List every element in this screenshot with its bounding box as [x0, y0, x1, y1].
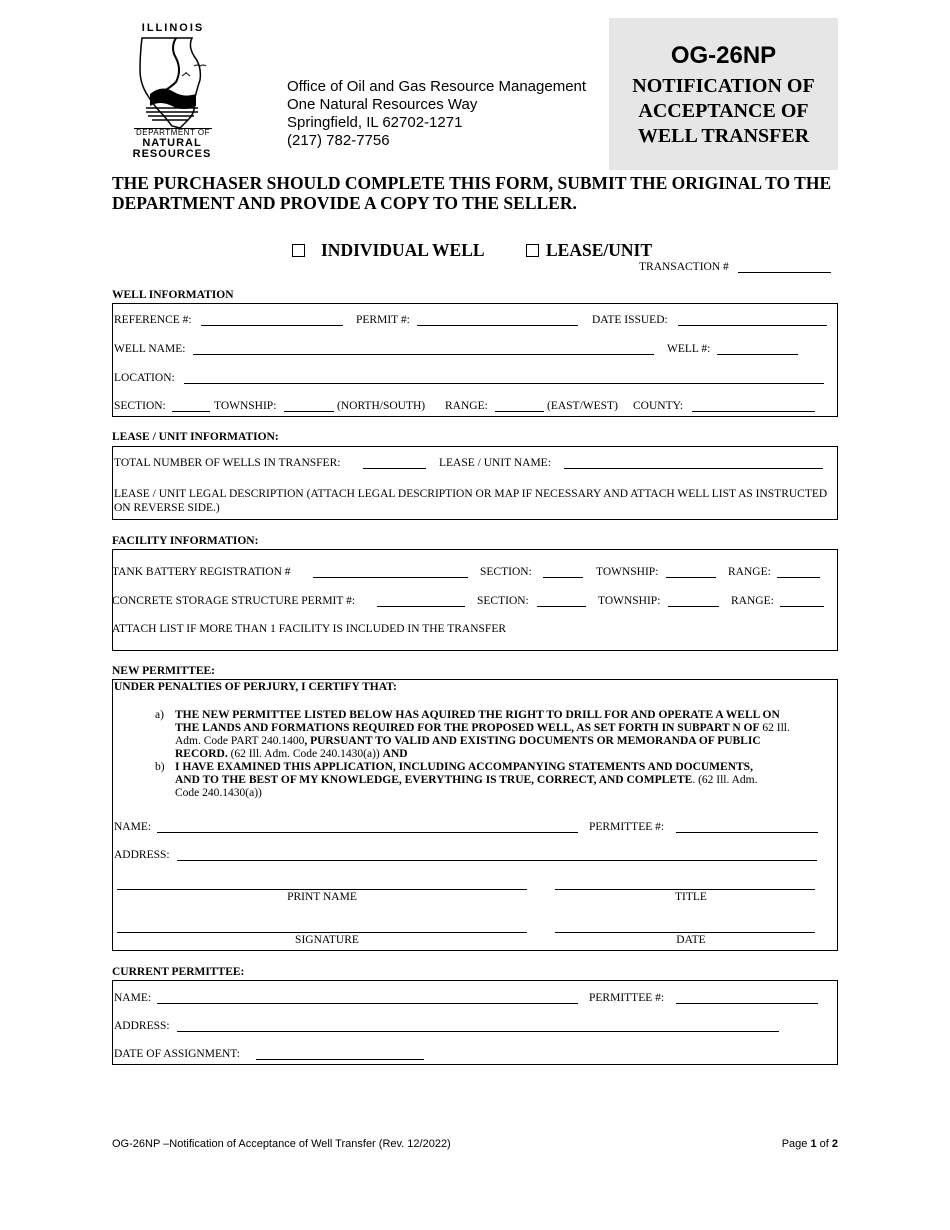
footer-form-id: OG-26NP –Notification of Acceptance of Well Transfer (Rev. 12/2022): [112, 1138, 451, 1150]
current-address-field[interactable]: [177, 1031, 779, 1032]
section-field[interactable]: [172, 411, 210, 412]
current-name-label: NAME:: [114, 992, 152, 1004]
page-prefix: Page: [781, 1138, 811, 1150]
lease-name-field[interactable]: [564, 468, 823, 469]
transaction-label: TRANSACTION #: [639, 261, 729, 273]
location-field[interactable]: [184, 383, 824, 384]
well-info-heading: WELL INFORMATION: [112, 289, 234, 301]
concrete-township-label: TOWNSHIP:: [598, 595, 661, 607]
title-line: ACCEPTANCE OF: [638, 100, 809, 122]
lease-info-heading: LEASE / UNIT INFORMATION:: [112, 431, 279, 443]
form-number: OG-26NP: [670, 42, 777, 69]
township-label: TOWNSHIP:: [214, 400, 277, 412]
tank-township-field[interactable]: [666, 577, 716, 578]
range-field[interactable]: [495, 411, 544, 412]
tank-battery-field[interactable]: [313, 577, 468, 578]
item-a-marker: a): [155, 709, 164, 721]
section-label: SECTION:: [114, 400, 166, 412]
office-line: Springfield, IL 62702-1271: [287, 114, 463, 131]
item-b-citation: . (62 Ill. Adm. Code 240.1430(a)): [175, 774, 758, 799]
well-number-label: WELL #:: [667, 343, 711, 355]
print-name-label: PRINT NAME: [287, 891, 357, 903]
title-line: NOTIFICATION OF: [632, 75, 815, 97]
page-number: [700, 1138, 838, 1150]
form-title: [609, 74, 838, 149]
item-a-citation-2: (62 Ill. Adm. Code 240.1430(a)): [227, 748, 383, 760]
logo-bottom-text: NATURAL RESOURCES: [132, 137, 212, 160]
new-address-field[interactable]: [177, 860, 817, 861]
tank-range-field[interactable]: [777, 577, 820, 578]
item-a-citation: 62 Ill. Adm. Code PART 240.1400: [175, 722, 790, 747]
tank-battery-label: TANK BATTERY REGISTRATION #: [112, 566, 291, 578]
reference-field[interactable]: [201, 325, 343, 326]
illinois-state-icon: [136, 36, 208, 130]
permit-field[interactable]: [417, 325, 578, 326]
well-number-field[interactable]: [717, 354, 798, 355]
item-a-text-2: , PURSUANT TO VALID AND EXISTING DOCUMENTS OR MEMORANDA OF PUBLIC RECORD.: [175, 735, 761, 760]
office-line: (217) 782-7756: [287, 132, 390, 149]
township-field[interactable]: [284, 411, 334, 412]
lease-legal-description: LEASE / UNIT LEGAL DESCRIPTION (ATTACH LEGAL DESCRIPTION OR MAP IF NECESSARY AND ATTACH WELL LIST AS INSTRUCTED ON REVERSE SIDE.): [114, 488, 828, 514]
office-address: [287, 78, 586, 150]
individual-well-label: INDIVIDUAL WELL: [321, 240, 485, 260]
concrete-permit-label: CONCRETE STORAGE STRUCTURE PERMIT #:: [112, 595, 356, 607]
facility-info-heading: FACILITY INFORMATION:: [112, 535, 259, 547]
instructions: THE PURCHASER SHOULD COMPLETE THIS FORM, SUBMIT THE ORIGINAL TO THE DEPARTMENT AND PROVIDE A COPY TO THE SELLER.: [112, 173, 832, 213]
agency-logo: [128, 22, 218, 162]
item-a-and: AND: [382, 748, 408, 760]
item-a-text: THE NEW PERMITTEE LISTED BELOW HAS AQUIRED THE RIGHT TO DRILL FOR AND OPERATE A WELL ON THE LANDS AND FORMATIONS REQUIRED FOR THE PROPOSED WELL, AS SET FORTH IN SUBPART N OF: [175, 709, 780, 734]
office-line: One Natural Resources Way: [287, 96, 478, 113]
item-b-marker: b): [155, 761, 165, 773]
page-current: 1: [810, 1138, 817, 1150]
range-label: RANGE:: [445, 400, 488, 412]
county-field[interactable]: [692, 411, 815, 412]
transaction-field[interactable]: [738, 272, 831, 273]
well-name-label: WELL NAME:: [114, 343, 186, 355]
lease-name-label: LEASE / UNIT NAME:: [439, 457, 551, 469]
title-line: WELL TRANSFER: [637, 125, 810, 147]
county-label: COUNTY:: [633, 400, 684, 412]
current-address-label: ADDRESS:: [114, 1020, 170, 1032]
concrete-township-field[interactable]: [668, 606, 719, 607]
item-b-text: I HAVE EXAMINED THIS APPLICATION, INCLUDING ACCOMPANYING STATEMENTS AND DOCUMENTS, AND TO THE BEST OF MY KNOWLEDGE, EVERYTHING IS TRUE, CORRECT, AND COMPLETE: [175, 761, 753, 786]
new-name-field[interactable]: [157, 832, 578, 833]
facility-attach-note: ATTACH LIST IF MORE THAN 1 FACILITY IS INCLUDED IN THE TRANSFER: [112, 623, 507, 635]
concrete-range-field[interactable]: [780, 606, 824, 607]
title-label: TITLE: [675, 891, 707, 903]
logo-top-text: ILLINOIS: [141, 22, 205, 34]
date-label: DATE: [676, 934, 706, 946]
new-address-label: ADDRESS:: [114, 849, 170, 861]
date-of-assignment-label: DATE OF ASSIGNMENT:: [114, 1048, 240, 1060]
reference-label: REFERENCE #:: [114, 314, 192, 326]
current-permittee-heading: CURRENT PERMITTEE:: [112, 966, 245, 978]
tank-range-label: RANGE:: [728, 566, 771, 578]
office-line: Office of Oil and Gas Resource Management: [287, 78, 587, 95]
new-permittee-number-field[interactable]: [676, 832, 818, 833]
north-south-label: (NORTH/SOUTH): [337, 400, 426, 412]
page-of: of: [816, 1138, 832, 1150]
permit-label: PERMIT #:: [356, 314, 410, 326]
concrete-permit-field[interactable]: [377, 606, 465, 607]
certify-statement: UNDER PENALTIES OF PERJURY, I CERTIFY THAT:: [114, 681, 397, 693]
lease-unit-checkbox[interactable]: [526, 244, 539, 257]
new-permittee-heading: NEW PERMITTEE:: [112, 665, 215, 677]
tank-section-field[interactable]: [543, 577, 583, 578]
signature-label: SIGNATURE: [295, 934, 359, 946]
concrete-section-field[interactable]: [537, 606, 586, 607]
current-permittee-number-field[interactable]: [676, 1003, 818, 1004]
form-title-box: [609, 18, 838, 170]
tank-township-label: TOWNSHIP:: [596, 566, 659, 578]
new-name-label: NAME:: [114, 821, 152, 833]
concrete-range-label: RANGE:: [731, 595, 774, 607]
logo-dept-text: DEPARTMENT OF: [135, 128, 211, 137]
total-wells-field[interactable]: [363, 468, 426, 469]
date-issued-field[interactable]: [678, 325, 827, 326]
current-name-field[interactable]: [157, 1003, 578, 1004]
well-name-field[interactable]: [193, 354, 654, 355]
current-permittee-number-label: PERMITTEE #:: [589, 992, 665, 1004]
location-label: LOCATION:: [114, 372, 175, 384]
east-west-label: (EAST/WEST): [547, 400, 618, 412]
lease-unit-label: LEASE/UNIT: [546, 240, 653, 260]
date-of-assignment-field[interactable]: [256, 1059, 424, 1060]
individual-well-checkbox[interactable]: [292, 244, 305, 257]
date-issued-label: DATE ISSUED:: [592, 314, 668, 326]
tank-section-label: SECTION:: [480, 566, 532, 578]
new-permittee-number-label: PERMITTEE #:: [589, 821, 665, 833]
concrete-section-label: SECTION:: [477, 595, 529, 607]
page-total: 2: [831, 1138, 838, 1150]
total-wells-label: TOTAL NUMBER OF WELLS IN TRANSFER:: [114, 457, 341, 469]
